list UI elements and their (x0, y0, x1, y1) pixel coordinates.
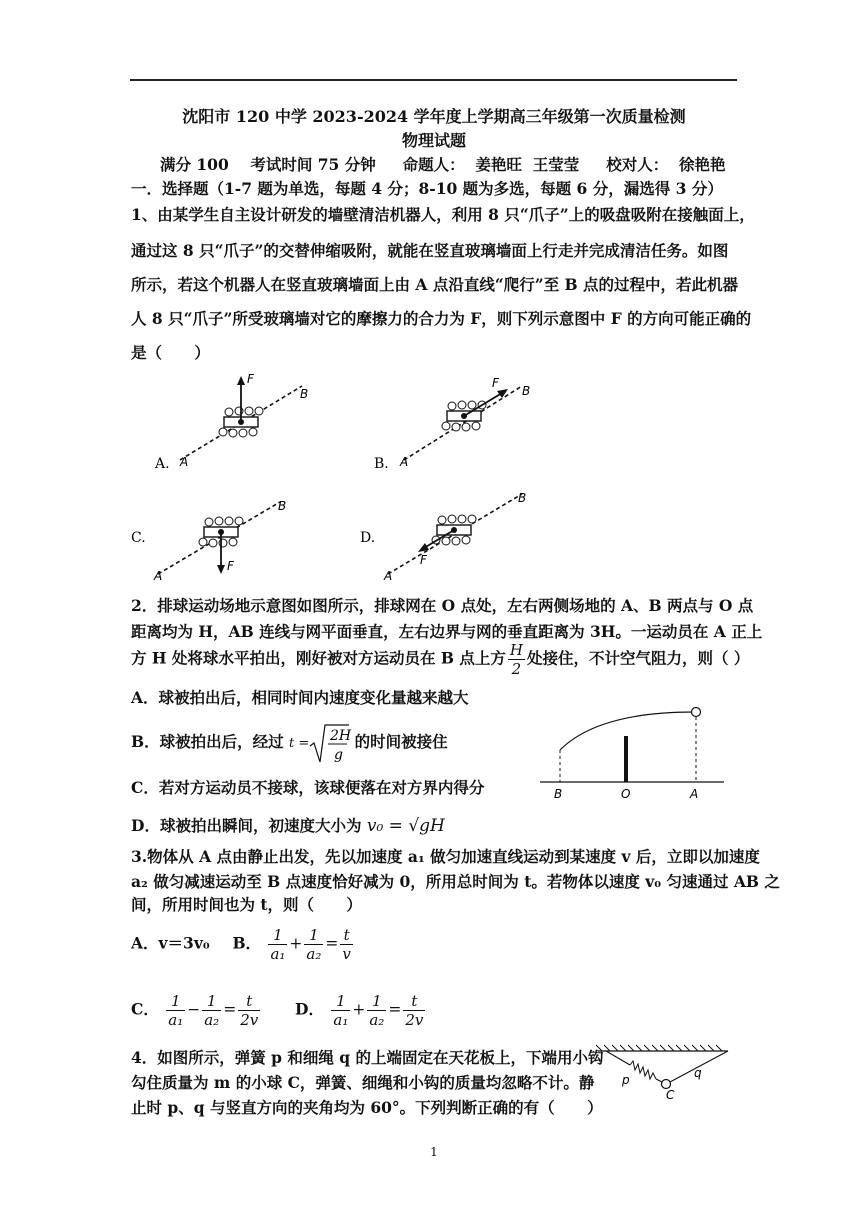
q3-option-c-label: C． (131, 999, 159, 1019)
opt-d-start: D．球被拍出瞬间，初速度大小为 (131, 816, 362, 835)
q2-option-b (131, 722, 448, 764)
volleyball-court-figure (538, 700, 728, 805)
force-label: F (227, 559, 234, 573)
q1-figure-d (358, 490, 548, 585)
rope-q-label: q (694, 1066, 702, 1080)
court-b-label: B (554, 787, 563, 801)
q1-figure-c (128, 490, 318, 585)
force-label: F (247, 372, 254, 386)
court-o-label: O (621, 787, 631, 801)
point-b-label: B (300, 387, 309, 401)
q2-line: 2．排球运动场地示意图如图所示，排球网在 O 点处，左右两侧场地的 A、B 两点与 O 点 (131, 596, 754, 615)
q2-line3-end: 处接住，不计空气阻力，则（ ） (526, 648, 750, 668)
point-a-label: A (384, 569, 393, 583)
q1-line: 1、由某学生自主设计研发的墙壁清洁机器人，利用 8 只“爪子”上的吸盘吸附在接触面上， (131, 205, 755, 224)
q3-options-cd: C． $\frac{1}{\text{a₁}}$ − $\frac{1}{\text{a₂}}$ = $\frac{t}{2v}$ D． $\frac{1}{\text{a₁}}$ + $\frac{1}{\text{a₂}}$ = $\frac{t}{2v}$ (131, 992, 424, 1029)
q3-line: 3.物体从 A 点由静止出发，先以加速度 a₁ 做匀加速直线运动到某速度 v 后，立即以加速度 (131, 847, 760, 866)
option-label: A. (155, 456, 170, 472)
opt-b-start: B．球被拍出后，经过 (131, 732, 284, 751)
opt-b-t: t = (289, 736, 310, 751)
q3-option-d-label: D． (295, 999, 324, 1019)
ball-c-label: C (666, 1088, 675, 1102)
q2-line3 (131, 641, 749, 678)
point-b-label: B (278, 499, 287, 513)
q2-line: 距离均为 H，AB 连线与网平面垂直，左右边界与网的垂直距离为 3H。一运动员在 A 正上 (131, 622, 763, 641)
option-label: C. (131, 530, 146, 546)
frac-num: H (509, 641, 523, 659)
q3-option-a: A．v＝3v₀ (131, 933, 210, 953)
q1-figure-b (372, 370, 552, 475)
page-number: 1 (430, 1145, 438, 1159)
sqrt-symbol (309, 722, 352, 764)
force-label: F (420, 553, 427, 567)
exam-title: 沈阳市 120 中学 2023-2024 学年度上学期高三年级第一次质量检测 (182, 107, 686, 126)
force-label: F (492, 376, 499, 390)
q4-line: 勾住质量为 m 的小球 C，弹簧、细绳和小钩的质量均忽略不计。静 (131, 1073, 595, 1092)
q1-line: 是（ ） (131, 343, 210, 362)
point-a-label: A (154, 569, 163, 583)
point-a-label: A (400, 455, 409, 469)
q1-line: 人 8 只“爪子”所受玻璃墙对它的摩擦力的合力为 F，则下列示意图中 F 的方向可能正确的 (131, 309, 752, 328)
q3-option-b-label: B． (232, 933, 262, 953)
header-rule (130, 79, 737, 81)
q2-option-a: A．球被拍出后，相同时间内速度变化量越来越大 (131, 688, 469, 707)
q1-line: 所示，若这个机器人在竖直玻璃墙面上由 A 点沿直线“爬行”至 B 点的过程中，若此机器 (131, 275, 739, 294)
option-label: D. (360, 530, 376, 546)
frac-den: 2 (511, 660, 522, 678)
q1-figure-a (150, 370, 330, 475)
frac-t-over-v: $\frac{t}{v}$ (342, 926, 351, 963)
sqrt-den: g (334, 747, 344, 763)
q4-line: 止时 p、q 与竖直方向的夹角均为 60°。下列判断正确的有（ ） (131, 1098, 603, 1117)
frac-1-over-a2: $\frac{1}{\text{a₂}}$ (306, 926, 322, 963)
opt-b-end: 的时间被接住 (354, 732, 448, 751)
spring-rope-figure (596, 1045, 732, 1100)
q2-option-c: C．若对方运动员不接球，该球便落在对方界内得分 (131, 778, 485, 797)
frac-1-over-a1: $\frac{1}{\text{a₁}}$ (270, 926, 286, 963)
frac-t-over-2v: $\frac{t}{2v}$ (240, 992, 259, 1029)
q3-options-ab: A．v＝3v₀ B． $\frac{1}{\text{a₁}}$ + $\frac{1}{\text{a₂}}$ = $\frac{t}{v}$ (131, 926, 351, 963)
point-b-label: B (518, 491, 527, 505)
exam-info: 满分 100 考试时间 75 分钟 命题人： 姜艳旺 王莹莹 校对人： 徐艳艳 (160, 155, 726, 174)
q2-line3-start: 方 H 处将球水平拍出，刚好被对方运动员在 B 点上方 (131, 648, 506, 668)
q2-fraction (508, 641, 525, 678)
q1-line: 通过这 8 只“爪子”的交替伸缩吸附，就能在竖直玻璃墙面上行走并完成清洁任务。如图 (131, 241, 729, 260)
q3-line: 间，所用时间也为 t，则（ ） (131, 895, 362, 914)
q3-line: a₂ 做匀减速运动至 B 点速度恰好减为 0，所用总时间为 t。若物体以速度 v₀ 匀速通过 AB 之 (131, 872, 780, 891)
point-a-label: A (180, 455, 189, 469)
opt-d-formula: v₀ = √gH (366, 816, 445, 836)
exam-subject: 物理试题 (401, 131, 466, 150)
q2-option-d (131, 814, 445, 836)
sqrt-num: 2H (330, 728, 352, 744)
court-a-label: A (690, 787, 699, 801)
q4-line: 4．如图所示，弹簧 p 和细绳 q 的上端固定在天花板上，下端用小钩 (131, 1048, 604, 1067)
section-heading: 一．选择题（1-7 题为单选，每题 4 分；8-10 题为多选，每题 6 分，漏选得 3 分） (131, 179, 723, 198)
point-b-label: B (522, 384, 531, 398)
spring-p-label: p (622, 1073, 630, 1087)
option-label: B. (374, 456, 389, 472)
